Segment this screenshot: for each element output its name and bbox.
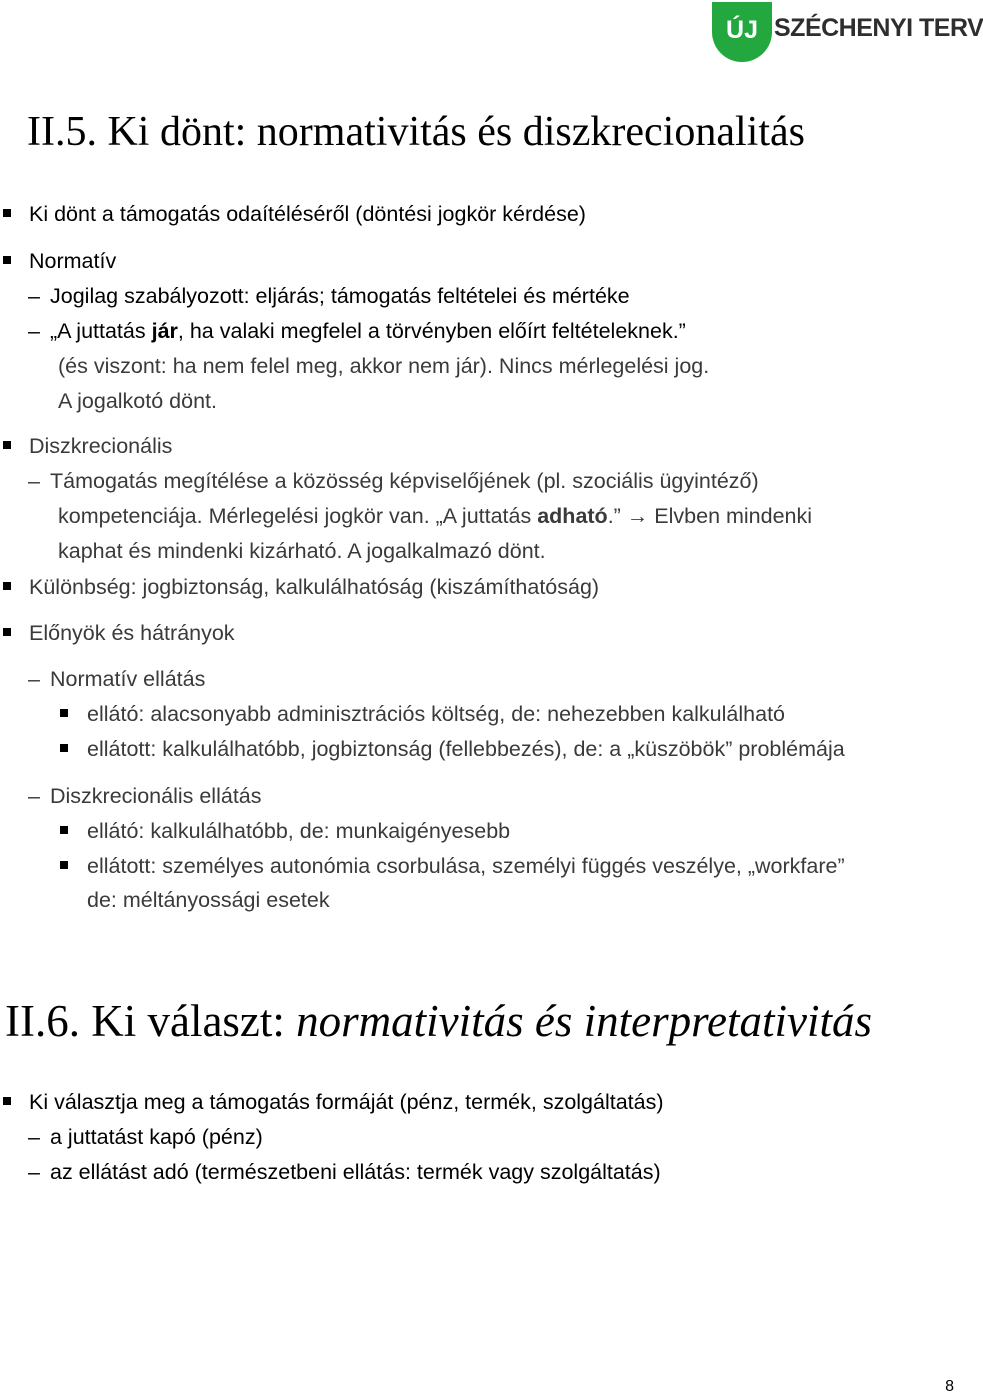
bullet-icon — [3, 209, 11, 217]
dash-icon: – — [28, 1160, 40, 1184]
sub-sub-item-text: ellátott: kalkulálhatóbb, jogbiztonság (fellebbezés), de: a „küszöbök” problémája — [87, 737, 845, 761]
sub-item-text: kompetenciája. Mérlegelési jogkör van. „A juttatás adható.” → Elvben mindenki — [58, 504, 813, 528]
sub-item-text: „A juttatás jár, ha valaki megfelel a törvényben előírt feltételeknek.” — [50, 319, 686, 343]
dash-icon: – — [28, 784, 40, 808]
sub-item-text: Normatív ellátás — [50, 667, 206, 691]
bullet-icon — [60, 709, 68, 717]
sub-item-text: Diszkrecionális ellátás — [50, 784, 262, 808]
logo-badge — [712, 2, 772, 62]
sub-item-text: a juttatást kapó (pénz) — [50, 1125, 263, 1149]
bullet-icon — [3, 1097, 11, 1105]
bullet-icon — [3, 582, 11, 590]
section-title-2-6: II.6. Ki választ: normativitás és interpretativitás — [5, 996, 872, 1046]
bullet-text: Normatív — [29, 249, 117, 273]
bullet-icon — [60, 826, 68, 834]
sub-sub-item-text: de: méltányossági esetek — [87, 888, 330, 912]
bullet-icon — [60, 744, 68, 752]
bullet-icon — [60, 861, 68, 869]
logo-mark: ÚJ — [726, 16, 758, 44]
bullet-text: Ki választja meg a támogatás formáját (pénz, termék, szolgáltatás) — [29, 1090, 664, 1114]
sub-item-text: az ellátást adó (természetbeni ellátás: termék vagy szolgáltatás) — [50, 1160, 661, 1184]
sub-item-text: Jogilag szabályozott: eljárás; támogatás feltételei és mértéke — [50, 284, 630, 308]
bullet-text: Ki dönt a támogatás odaítéléséről (döntési jogkör kérdése) — [29, 202, 586, 226]
szechenyi-terv-logo — [712, 2, 983, 62]
bullet-icon — [3, 628, 11, 636]
page-number: 8 — [945, 1378, 954, 1395]
dash-icon: – — [28, 469, 40, 493]
bullet-text: Különbség: jogbiztonság, kalkulálhatóság (kiszámíthatóság) — [29, 575, 600, 599]
bullet-icon — [3, 256, 11, 264]
sub-sub-item-text: ellátó: alacsonyabb adminisztrációs költség, de: nehezebben kalkulálható — [87, 702, 785, 726]
sub-sub-item-text: ellátott: személyes autonómia csorbulása, személyi függés veszélye, „workfare” — [87, 854, 845, 878]
section-title-2-5: II.5. Ki dönt: normativitás és diszkrecionalitás — [27, 109, 805, 155]
dash-icon: – — [28, 319, 40, 343]
sub-item-text: Támogatás megítélése a közösség képviselőjének (pl. szociális ügyintéző) — [50, 469, 759, 493]
sub-item-text: A jogalkotó dönt. — [58, 389, 217, 413]
dash-icon: – — [28, 284, 40, 308]
logo-text: SZÉCHENYI TERV — [774, 14, 983, 42]
sub-item-text: (és viszont: ha nem felel meg, akkor nem jár). Nincs mérlegelési jog. — [58, 354, 710, 378]
bullet-icon — [3, 441, 11, 449]
dash-icon: – — [28, 667, 40, 691]
dash-icon: – — [28, 1125, 40, 1149]
sub-sub-item-text: ellátó: kalkulálhatóbb, de: munkaigényesebb — [87, 819, 511, 843]
sub-item-text: kaphat és mindenki kizárható. A jogalkalmazó dönt. — [58, 539, 546, 563]
bullet-text: Diszkrecionális — [29, 434, 173, 458]
bullet-text: Előnyök és hátrányok — [29, 621, 235, 645]
